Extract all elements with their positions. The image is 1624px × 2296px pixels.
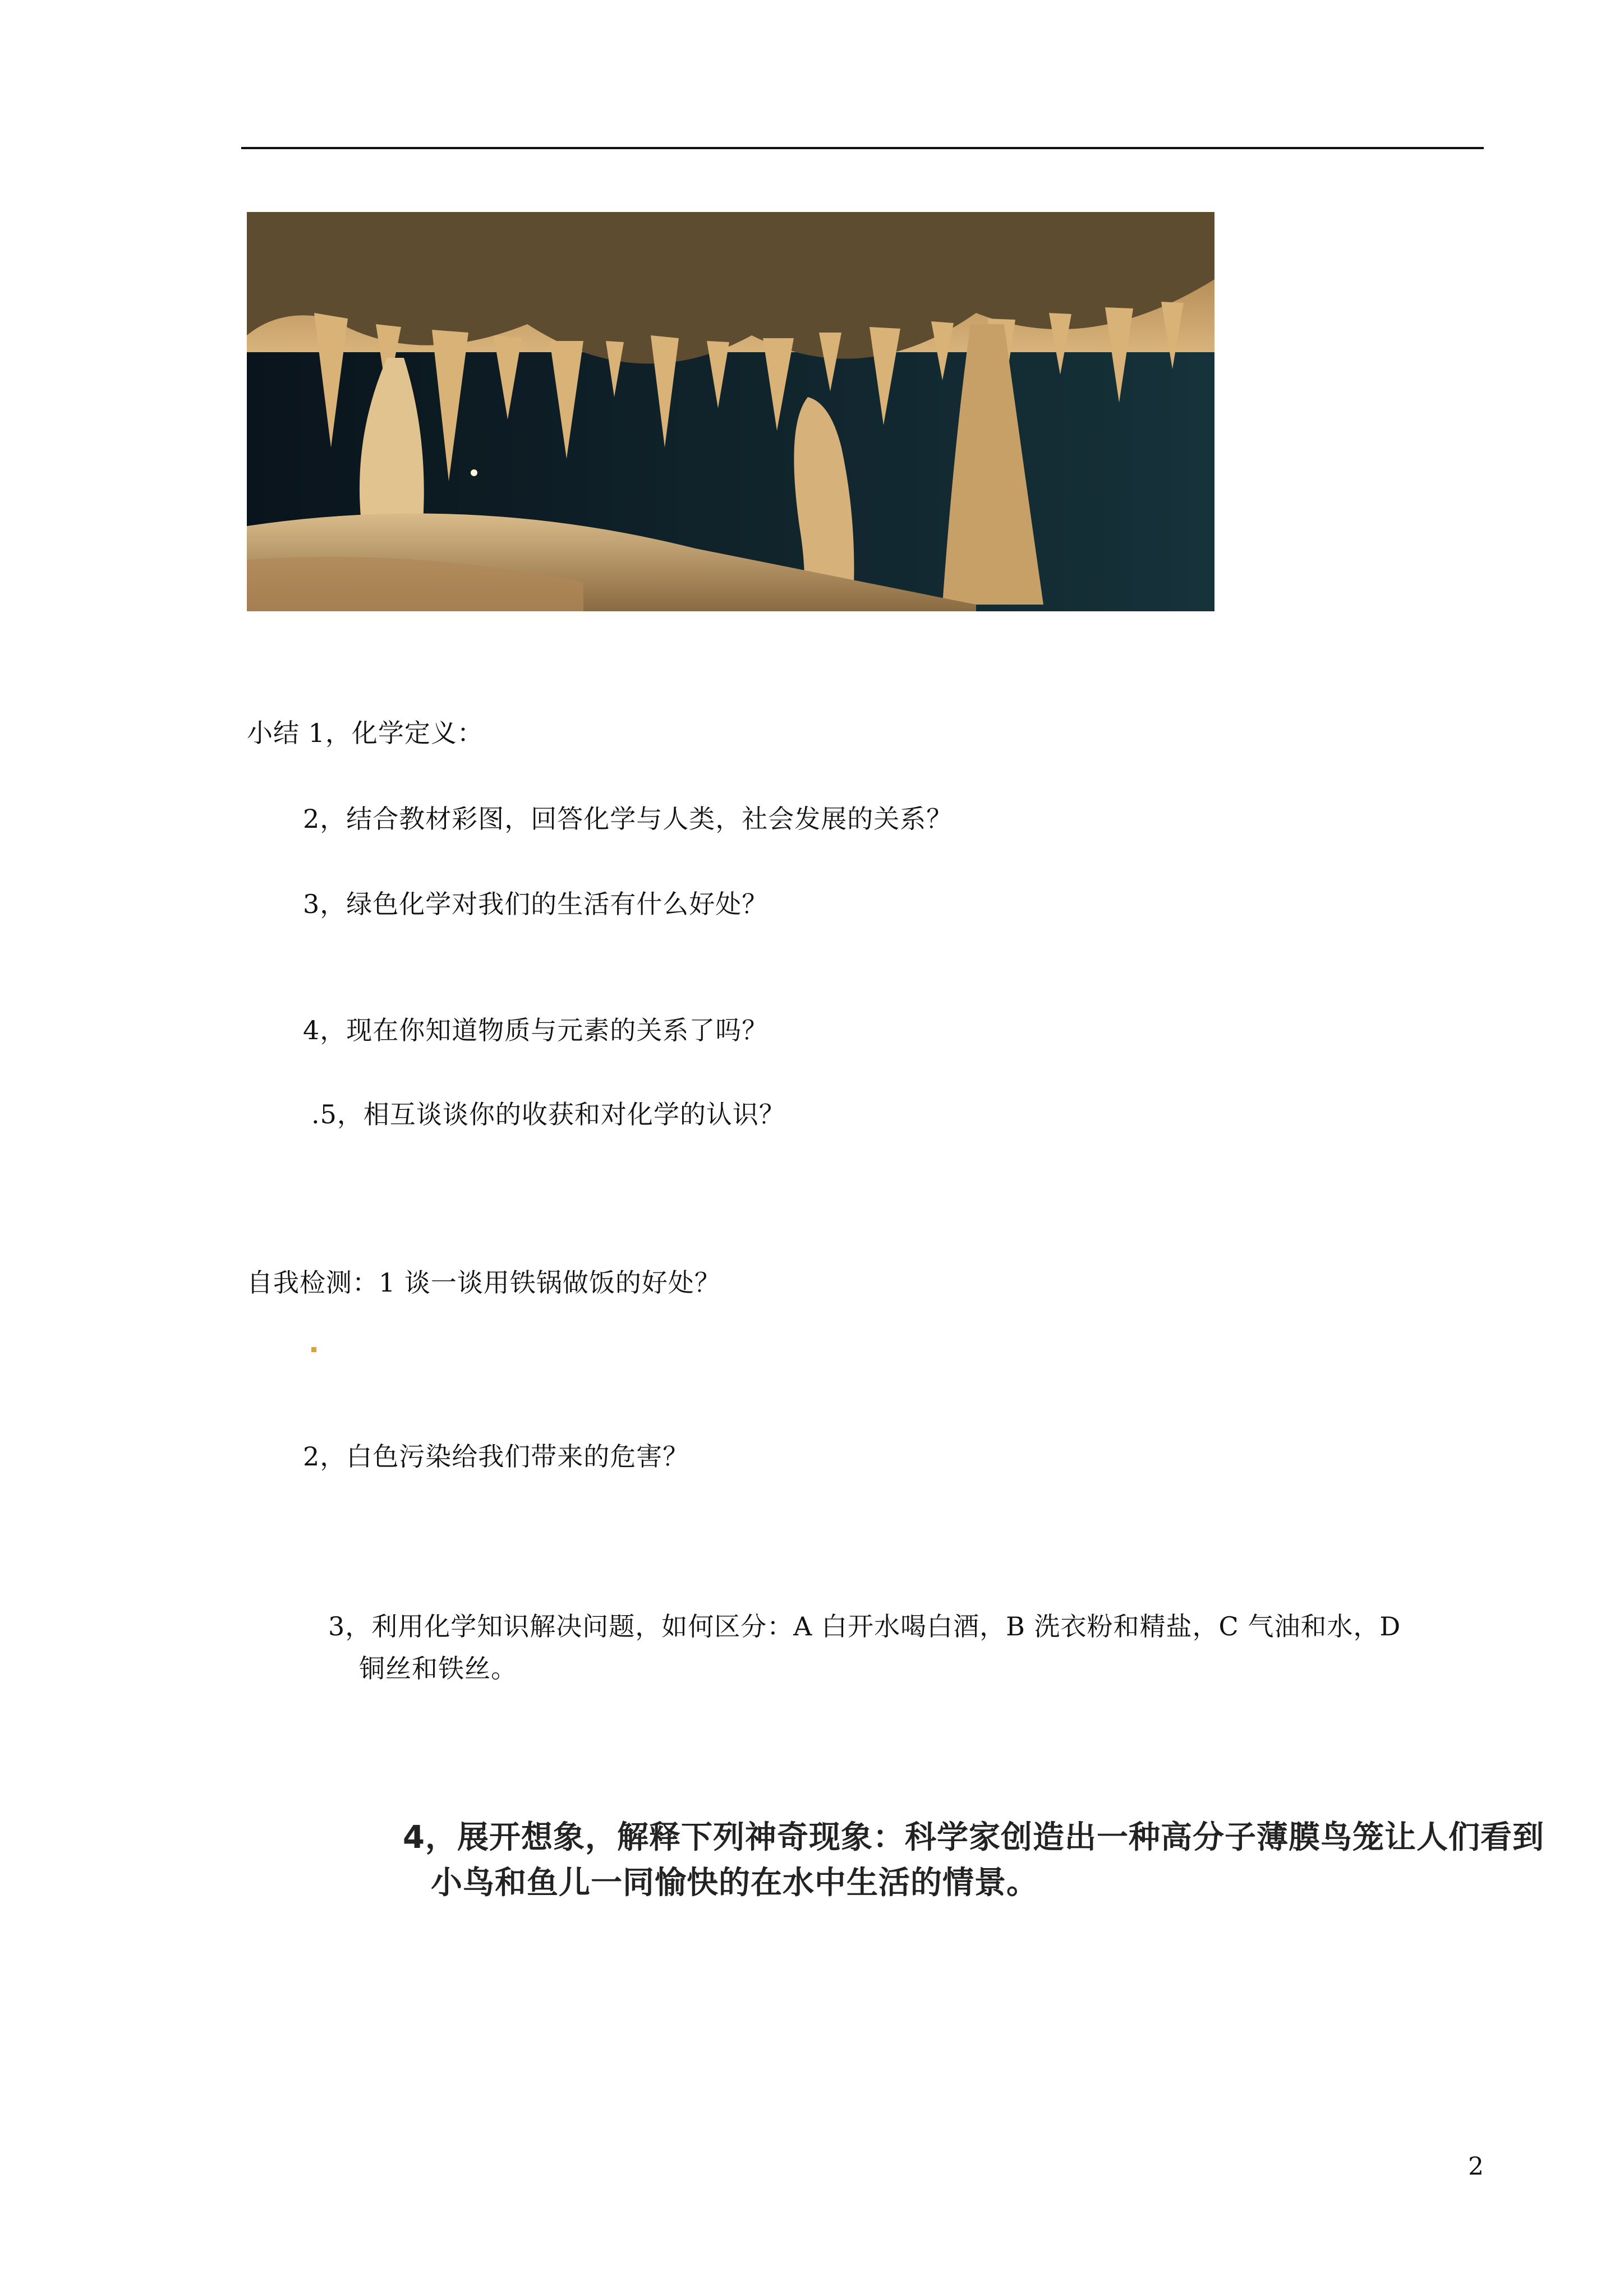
page-number: 2	[1468, 2152, 1484, 2181]
self-test-q3-line2: 铜丝和铁丝。	[359, 1653, 517, 1684]
cave-stalactite-photo	[247, 212, 1214, 611]
self-test-q4-line2: 小鸟和鱼儿一同愉快的在水中生活的情景。	[431, 1865, 1038, 1901]
stray-dot-mark	[311, 1347, 316, 1352]
summary-item-5: .5，相互谈谈你的收获和对化学的认识？	[311, 1099, 785, 1129]
self-test-q2: 2，白色污染给我们带来的危害？	[303, 1441, 689, 1472]
self-test-q3-line1: 3，利用化学知识解决问题，如何区分：A 白开水喝白酒，B 洗衣粉和精盐，C 气油和水，D	[328, 1611, 1401, 1642]
summary-item-2: 2，结合教材彩图，回答化学与人类，社会发展的关系？	[303, 804, 953, 834]
self-test-q4-line1: 4，展开想象，解释下列神奇现象：科学家创造出一种高分子薄膜鸟笼让人们看到	[403, 1819, 1544, 1856]
header-rule	[241, 147, 1484, 149]
summary-item-4: 4，现在你知道物质与元素的关系了吗？	[303, 1015, 769, 1045]
self-test-title: 自我检测：1 谈一谈用铁锅做饭的好处？	[247, 1267, 721, 1298]
summary-title: 小结 1，化学定义：	[247, 718, 484, 748]
summary-item-3: 3，绿色化学对我们的生活有什么好处？	[303, 889, 769, 919]
